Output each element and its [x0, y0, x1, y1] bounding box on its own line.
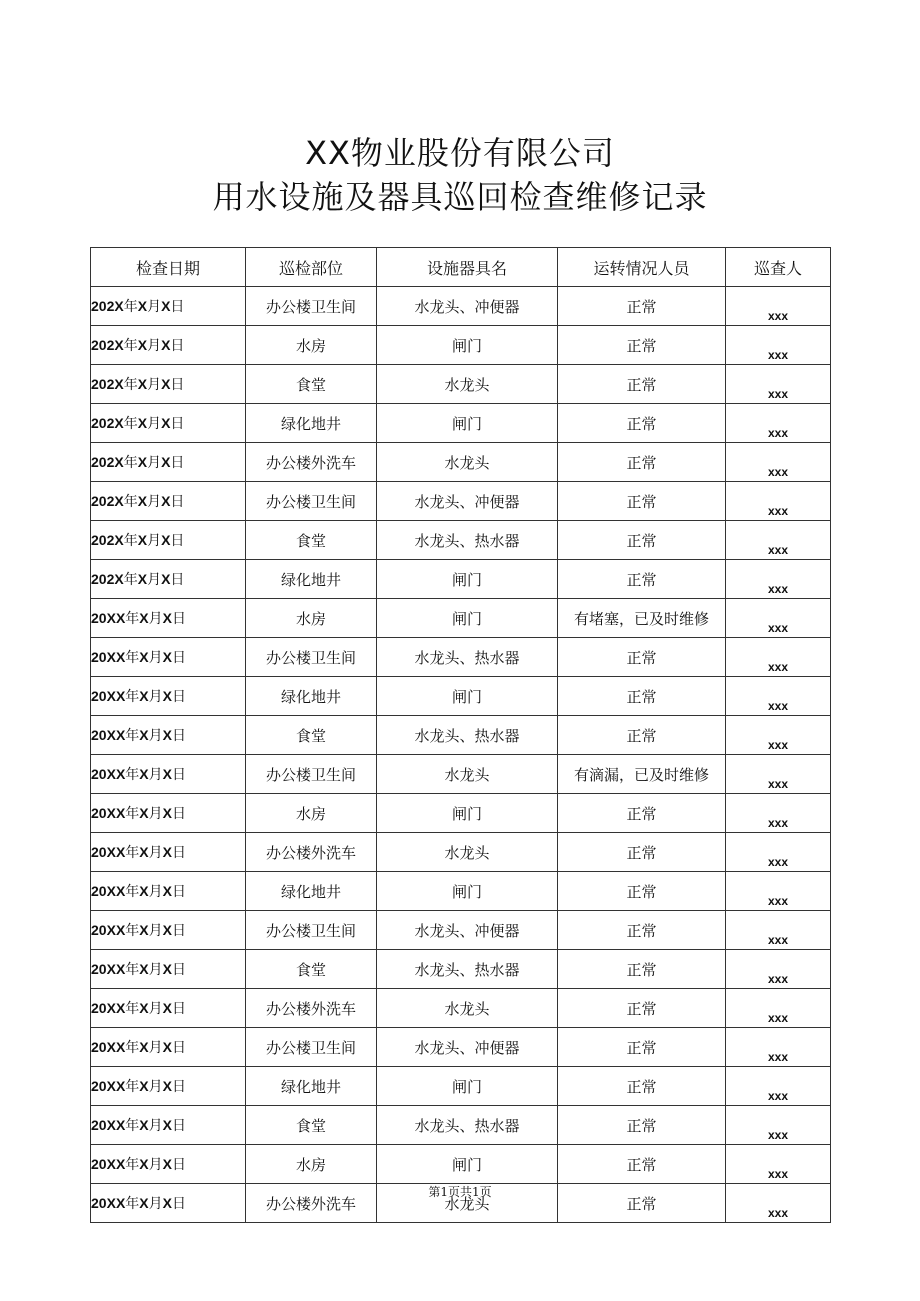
inspector-cell: xxx	[726, 443, 831, 482]
location-cell: 食堂	[246, 521, 377, 560]
location-cell: 办公楼卫生间	[246, 638, 377, 677]
header-date: 检查日期	[91, 248, 246, 287]
inspector-cell: xxx	[726, 716, 831, 755]
inspector-cell: xxx	[726, 326, 831, 365]
table-row	[91, 677, 831, 716]
date-cell: 202X年X月X日	[91, 287, 246, 326]
table-row	[91, 1145, 831, 1184]
status-cell: 正常	[558, 1106, 726, 1145]
inspector-cell: xxx	[726, 404, 831, 443]
date-cell: 20XX年X月X日	[91, 638, 246, 677]
date-cell: 20XX年X月X日	[91, 677, 246, 716]
location-cell: 办公楼外洗车	[246, 443, 377, 482]
date-cell: 20XX年X月X日	[91, 1106, 246, 1145]
equipment-cell: 闸门	[377, 677, 558, 716]
inspector-cell: xxx	[726, 989, 831, 1028]
table-row	[91, 638, 831, 677]
equipment-cell: 水龙头、冲便器	[377, 482, 558, 521]
date-cell: 20XX年X月X日	[91, 1184, 246, 1223]
date-cell: 20XX年X月X日	[91, 989, 246, 1028]
inspector-cell: xxx	[726, 1067, 831, 1106]
inspector-cell: xxx	[726, 365, 831, 404]
header-location: 巡检部位	[246, 248, 377, 287]
status-cell: 正常	[558, 365, 726, 404]
date-cell: 20XX年X月X日	[91, 755, 246, 794]
table-row	[91, 599, 831, 638]
location-cell: 水房	[246, 794, 377, 833]
status-cell: 正常	[558, 560, 726, 599]
table-row	[91, 404, 831, 443]
date-cell: 20XX年X月X日	[91, 950, 246, 989]
equipment-cell: 闸门	[377, 1067, 558, 1106]
table-row	[91, 443, 831, 482]
equipment-cell: 水龙头、热水器	[377, 1106, 558, 1145]
equipment-cell: 水龙头、热水器	[377, 638, 558, 677]
date-cell: 20XX年X月X日	[91, 911, 246, 950]
equipment-cell: 闸门	[377, 326, 558, 365]
date-cell: 202X年X月X日	[91, 365, 246, 404]
table-header-row	[91, 248, 831, 287]
equipment-cell: 闸门	[377, 794, 558, 833]
inspector-cell: xxx	[726, 1028, 831, 1067]
location-cell: 绿化地井	[246, 677, 377, 716]
status-cell: 正常	[558, 521, 726, 560]
table-row	[91, 1106, 831, 1145]
table-row	[91, 1067, 831, 1106]
status-cell: 正常	[558, 833, 726, 872]
document-subtitle: 用水设施及器具巡回检查维修记录	[212, 178, 708, 216]
inspector-cell: xxx	[726, 638, 831, 677]
equipment-cell: 水龙头	[377, 989, 558, 1028]
equipment-cell: 水龙头、冲便器	[377, 1028, 558, 1067]
location-cell: 绿化地井	[246, 560, 377, 599]
table-row	[91, 833, 831, 872]
status-cell: 正常	[558, 950, 726, 989]
inspector-cell: xxx	[726, 599, 831, 638]
equipment-cell: 闸门	[377, 872, 558, 911]
location-cell: 办公楼外洗车	[246, 989, 377, 1028]
equipment-cell: 水龙头、热水器	[377, 716, 558, 755]
date-cell: 202X年X月X日	[91, 482, 246, 521]
date-cell: 20XX年X月X日	[91, 1145, 246, 1184]
location-cell: 食堂	[246, 950, 377, 989]
inspector-cell: xxx	[726, 1145, 831, 1184]
inspection-table	[90, 247, 831, 1223]
equipment-cell: 水龙头	[377, 755, 558, 794]
date-cell: 20XX年X月X日	[91, 1067, 246, 1106]
status-cell: 有堵塞，已及时维修	[558, 599, 726, 638]
equipment-cell: 水龙头	[377, 1184, 558, 1223]
status-cell: 有滴漏，已及时维修	[558, 755, 726, 794]
equipment-cell: 水龙头、冲便器	[377, 287, 558, 326]
date-cell: 20XX年X月X日	[91, 833, 246, 872]
inspector-cell: xxx	[726, 287, 831, 326]
table-row	[91, 560, 831, 599]
table-row	[91, 521, 831, 560]
equipment-cell: 水龙头、冲便器	[377, 911, 558, 950]
status-cell: 正常	[558, 794, 726, 833]
header-equipment: 设施器具名	[377, 248, 558, 287]
location-cell: 食堂	[246, 716, 377, 755]
date-cell: 20XX年X月X日	[91, 794, 246, 833]
inspector-cell: xxx	[726, 1106, 831, 1145]
location-cell: 办公楼外洗车	[246, 1184, 377, 1223]
inspector-cell: xxx	[726, 911, 831, 950]
date-cell: 202X年X月X日	[91, 443, 246, 482]
location-cell: 办公楼卫生间	[246, 911, 377, 950]
table-row	[91, 716, 831, 755]
table-row	[91, 482, 831, 521]
page-footer: 第1页共1页	[428, 1185, 492, 1199]
status-cell: 正常	[558, 404, 726, 443]
location-cell: 办公楼卫生间	[246, 755, 377, 794]
date-cell: 20XX年X月X日	[91, 1028, 246, 1067]
location-cell: 办公楼外洗车	[246, 833, 377, 872]
date-cell: 202X年X月X日	[91, 560, 246, 599]
location-cell: 办公楼卫生间	[246, 482, 377, 521]
status-cell: 正常	[558, 326, 726, 365]
inspector-cell: xxx	[726, 950, 831, 989]
location-cell: 绿化地井	[246, 404, 377, 443]
status-cell: 正常	[558, 287, 726, 326]
equipment-cell: 水龙头、热水器	[377, 521, 558, 560]
location-cell: 食堂	[246, 1106, 377, 1145]
date-cell: 20XX年X月X日	[91, 716, 246, 755]
status-cell: 正常	[558, 443, 726, 482]
inspector-cell: xxx	[726, 872, 831, 911]
table-row	[91, 989, 831, 1028]
location-cell: 绿化地井	[246, 872, 377, 911]
location-cell: 办公楼卫生间	[246, 287, 377, 326]
location-cell: 水房	[246, 1145, 377, 1184]
equipment-cell: 水龙头	[377, 443, 558, 482]
table-row	[91, 794, 831, 833]
status-cell: 正常	[558, 989, 726, 1028]
table-row	[91, 911, 831, 950]
location-cell: 食堂	[246, 365, 377, 404]
status-cell: 正常	[558, 1067, 726, 1106]
date-cell: 20XX年X月X日	[91, 599, 246, 638]
table-row	[91, 1028, 831, 1067]
inspector-cell: xxx	[726, 521, 831, 560]
equipment-cell: 水龙头	[377, 365, 558, 404]
equipment-cell: 闸门	[377, 599, 558, 638]
status-cell: 正常	[558, 1028, 726, 1067]
header-inspector: 巡查人	[726, 248, 831, 287]
status-cell: 正常	[558, 638, 726, 677]
inspector-cell: xxx	[726, 833, 831, 872]
table-row	[91, 755, 831, 794]
status-cell: 正常	[558, 1184, 726, 1223]
table-row	[91, 326, 831, 365]
table-row	[91, 872, 831, 911]
date-cell: 202X年X月X日	[91, 404, 246, 443]
equipment-cell: 闸门	[377, 404, 558, 443]
table-row	[91, 365, 831, 404]
inspector-cell: xxx	[726, 677, 831, 716]
date-cell: 20XX年X月X日	[91, 872, 246, 911]
location-cell: 水房	[246, 599, 377, 638]
table-row	[91, 287, 831, 326]
status-cell: 正常	[558, 911, 726, 950]
status-cell: 正常	[558, 482, 726, 521]
location-cell: 水房	[246, 326, 377, 365]
inspector-cell: xxx	[726, 560, 831, 599]
status-cell: 正常	[558, 1145, 726, 1184]
header-status: 运转情况人员	[558, 248, 726, 287]
status-cell: 正常	[558, 872, 726, 911]
inspector-cell: xxx	[726, 794, 831, 833]
inspector-cell: xxx	[726, 755, 831, 794]
equipment-cell: 闸门	[377, 1145, 558, 1184]
inspector-cell: xxx	[726, 1184, 831, 1223]
date-cell: 202X年X月X日	[91, 326, 246, 365]
table-row	[91, 950, 831, 989]
equipment-cell: 水龙头	[377, 833, 558, 872]
equipment-cell: 水龙头、热水器	[377, 950, 558, 989]
location-cell: 绿化地井	[246, 1067, 377, 1106]
inspector-cell: xxx	[726, 482, 831, 521]
date-cell: 202X年X月X日	[91, 521, 246, 560]
location-cell: 办公楼卫生间	[246, 1028, 377, 1067]
status-cell: 正常	[558, 677, 726, 716]
document-title: XX物业股份有限公司	[305, 134, 615, 172]
equipment-cell: 闸门	[377, 560, 558, 599]
status-cell: 正常	[558, 716, 726, 755]
